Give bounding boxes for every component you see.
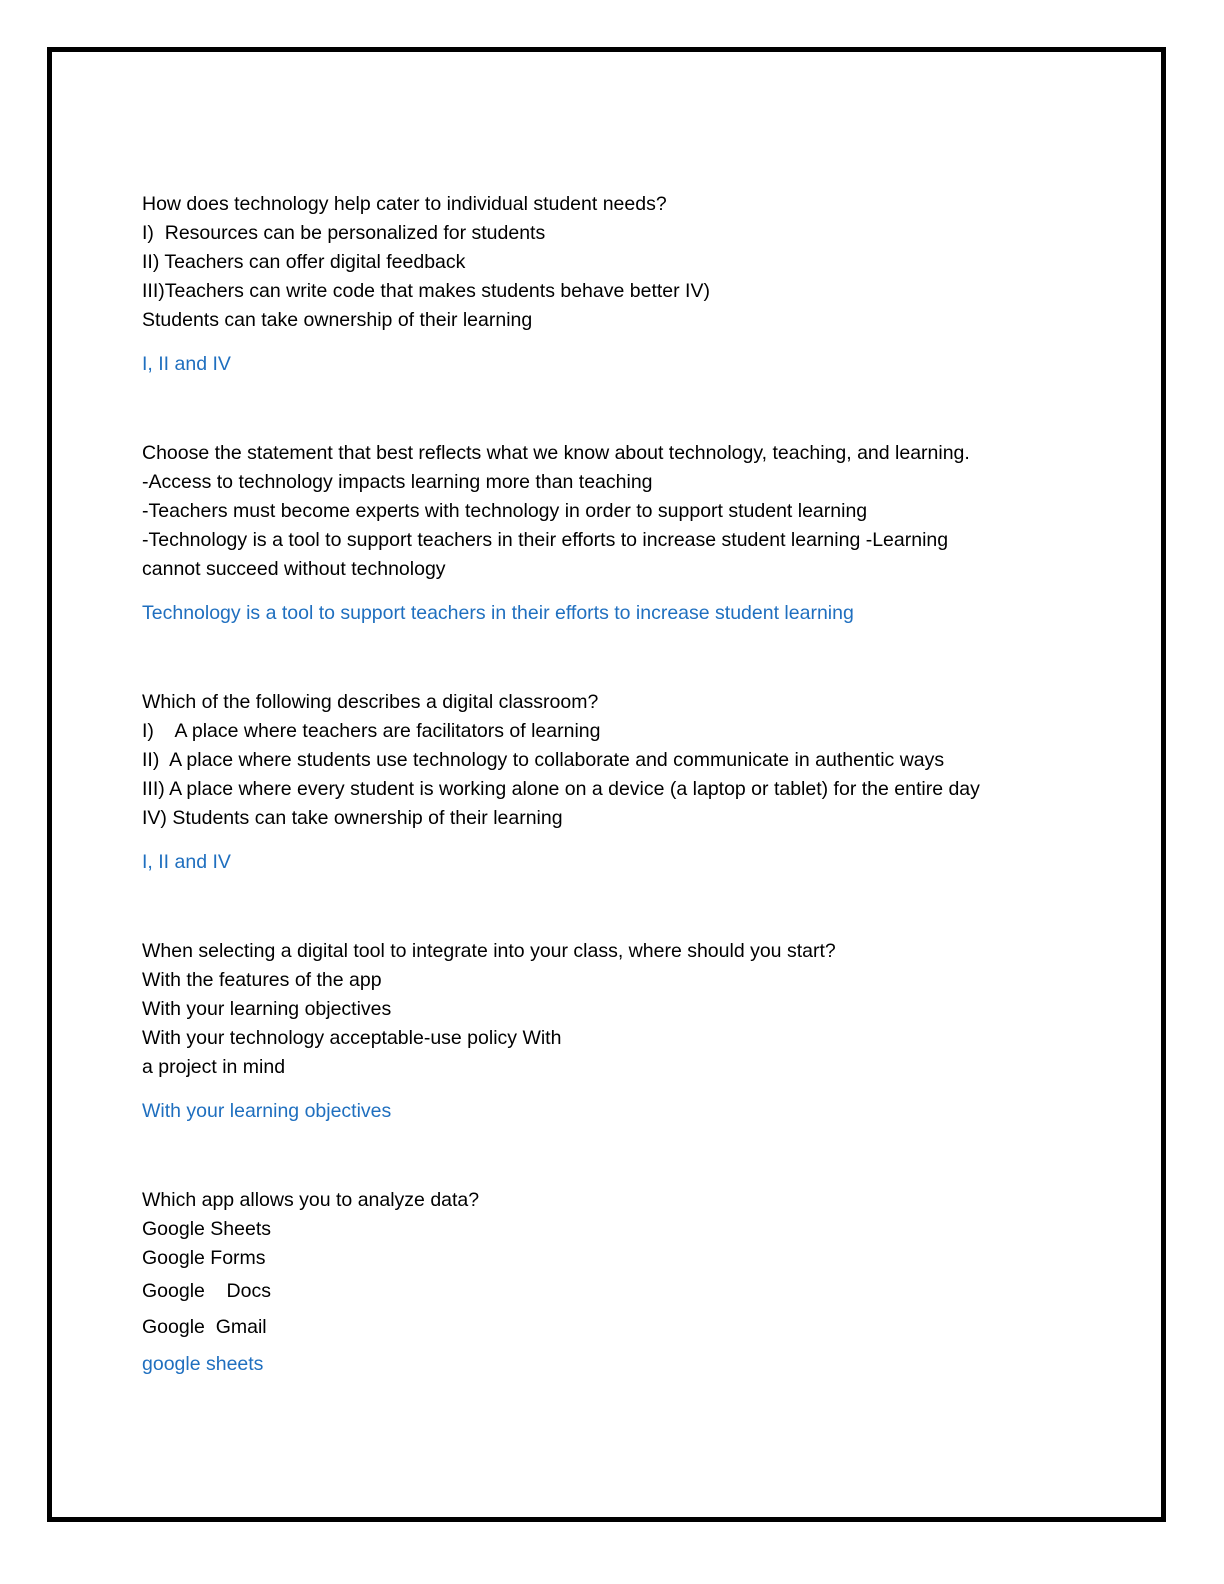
question-5-option: Google Forms <box>142 1247 266 1269</box>
question-3 <box>142 688 1042 877</box>
question-4-option: With your technology acceptable-use policy With <box>142 1027 562 1049</box>
question-1-option: II) Teachers can offer digital feedback <box>142 251 466 273</box>
question-4-prompt: When selecting a digital tool to integrate into your class, where should you start? <box>142 940 836 962</box>
question-4-option: With your learning objectives <box>142 998 392 1020</box>
question-4 <box>142 937 1042 1126</box>
question-1-option: Students can take ownership of their learning <box>142 309 533 331</box>
question-2-option: -Access to technology impacts learning more than teaching <box>142 471 653 493</box>
question-2-option: cannot succeed without technology <box>142 558 446 580</box>
question-3-answer: I, II and IV <box>142 851 231 873</box>
document-body <box>142 190 1042 1383</box>
question-3-prompt: Which of the following describes a digital classroom? <box>142 691 599 713</box>
question-1 <box>142 190 1042 379</box>
question-5-option: Google Docs <box>142 1280 271 1302</box>
question-1-option: I) Resources can be personalized for students <box>142 222 546 244</box>
question-4-option: a project in mind <box>142 1056 286 1078</box>
question-4-option: With the features of the app <box>142 969 382 991</box>
question-3-option: I) A place where teachers are facilitators of learning <box>142 720 601 742</box>
question-3-option: IV) Students can take ownership of their learning <box>142 807 563 829</box>
question-2 <box>142 439 1042 628</box>
question-3-option: II) A place where students use technology to collaborate and communicate in authentic ways <box>142 749 945 771</box>
question-5-prompt: Which app allows you to analyze data? <box>142 1189 480 1211</box>
question-3-option: III) A place where every student is working alone on a device (a laptop or tablet) for the entire day <box>142 778 980 800</box>
question-1-prompt: How does technology help cater to individual student needs? <box>142 193 667 215</box>
question-5 <box>142 1186 1042 1383</box>
question-2-prompt: Choose the statement that best reflects what we know about technology, teaching, and learning. <box>142 442 970 464</box>
question-2-option: -Technology is a tool to support teachers in their efforts to increase student learning -Learning <box>142 529 949 551</box>
question-5-option: Google Sheets <box>142 1218 272 1240</box>
question-1-option: III)Teachers can write code that makes students behave better IV) <box>142 280 710 302</box>
question-4-answer: With your learning objectives <box>142 1100 392 1122</box>
question-5-option: Google Gmail <box>142 1316 267 1338</box>
question-5-answer: google sheets <box>142 1353 264 1375</box>
question-2-answer: Technology is a tool to support teachers in their efforts to increase student learning <box>142 602 854 624</box>
question-1-answer: I, II and IV <box>142 353 231 375</box>
question-2-option: -Teachers must become experts with technology in order to support student learning <box>142 500 868 522</box>
